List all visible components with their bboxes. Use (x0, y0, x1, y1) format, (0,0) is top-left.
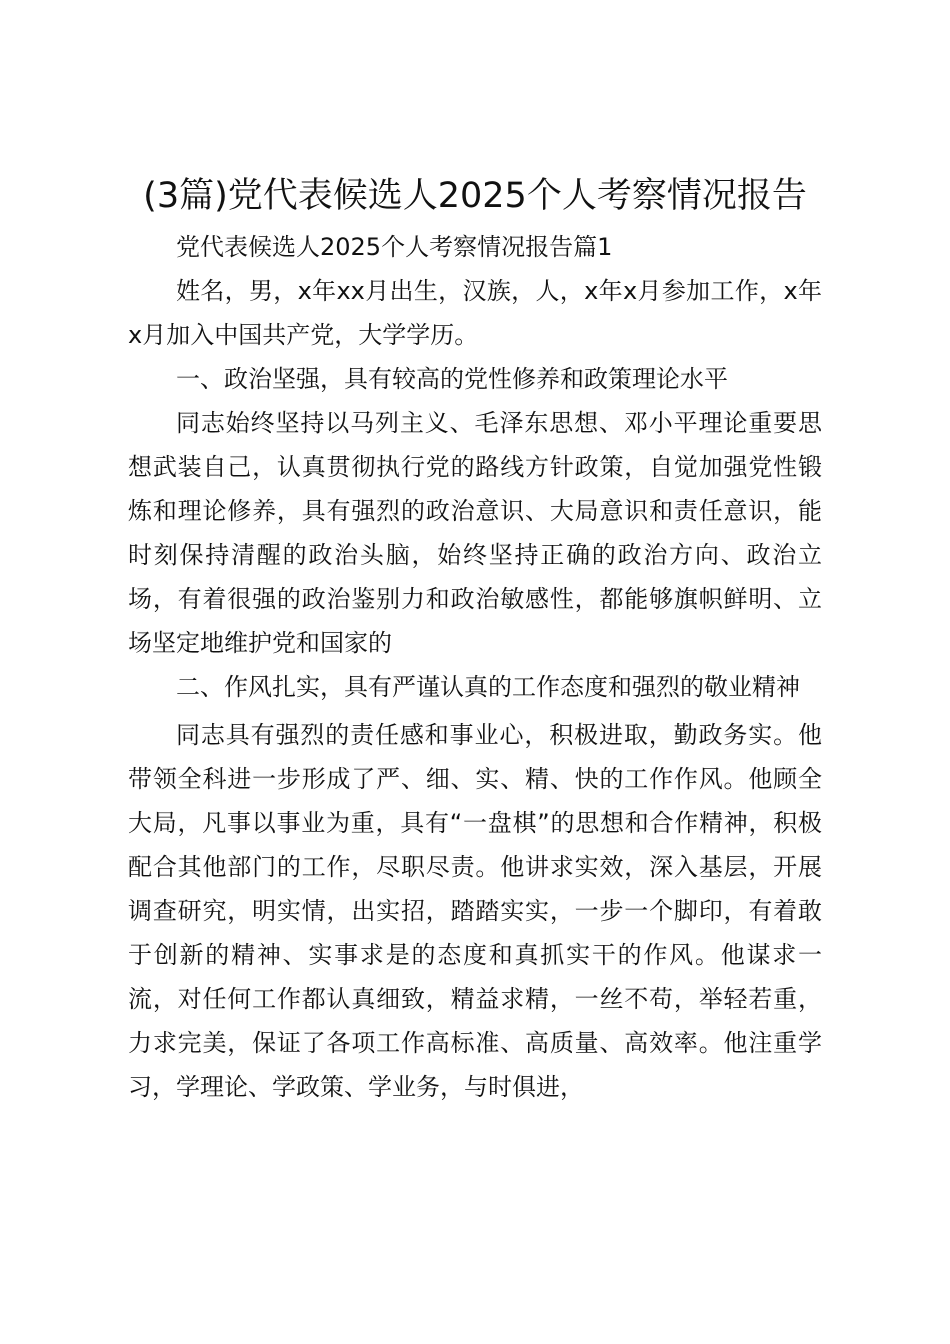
document-title: (3篇)党代表候选人2025个人考察情况报告 (143, 176, 807, 216)
heading-politics: 一、政治坚强，具有较高的党性修养和政策理论水平 (176, 365, 728, 393)
heading-work-style: 二、作风扎实，具有严谨认真的工作态度和强烈的敬业精神 (176, 673, 800, 701)
paragraph-profile: 姓名，男，x年xx月出生，汉族，人，x年x月参加工作，x年x月加入中国共产党，大学学历。 (128, 277, 822, 349)
document-body (128, 225, 822, 1109)
section-subtitle: 党代表候选人2025个人考察情况报告篇1 (176, 233, 613, 261)
paragraph-politics: 同志始终坚持以马列主义、毛泽东思想、邓小平理论重要思想武装自己，认真贯彻执行党的路线方针政策，自觉加强党性锻炼和理论修养，具有强烈的政治意识、大局意识和责任意识，能时刻保持清醒的政治头脑，始终坚持正确的政治方向、政治立场，有着很强的政治鉴别力和政治敏感性，都能够旗帜鲜明、立场坚定地维护党和国家的 (128, 409, 822, 657)
paragraph-work-style: 同志具有强烈的责任感和事业心，积极进取，勤政务实。他带领全科进一步形成了严、细、实、精、快的工作作风。他顾全大局，凡事以事业为重，具有“一盘棋”的思想和合作精神，积极配合其他部门的工作，尽职尽责。他讲求实效，深入基层，开展调查研究，明实情，出实招，踏踏实实，一步一个脚印，有着敢于创新的精神、实事求是的态度和真抓实干的作风。他谋求一流，对任何工作都认真细致，精益求精，一丝不苟，举轻若重，力求完美，保证了各项工作高标准、高质量、高效率。他注重学习，学理论、学政策、学业务，与时俱进， (128, 721, 822, 1101)
